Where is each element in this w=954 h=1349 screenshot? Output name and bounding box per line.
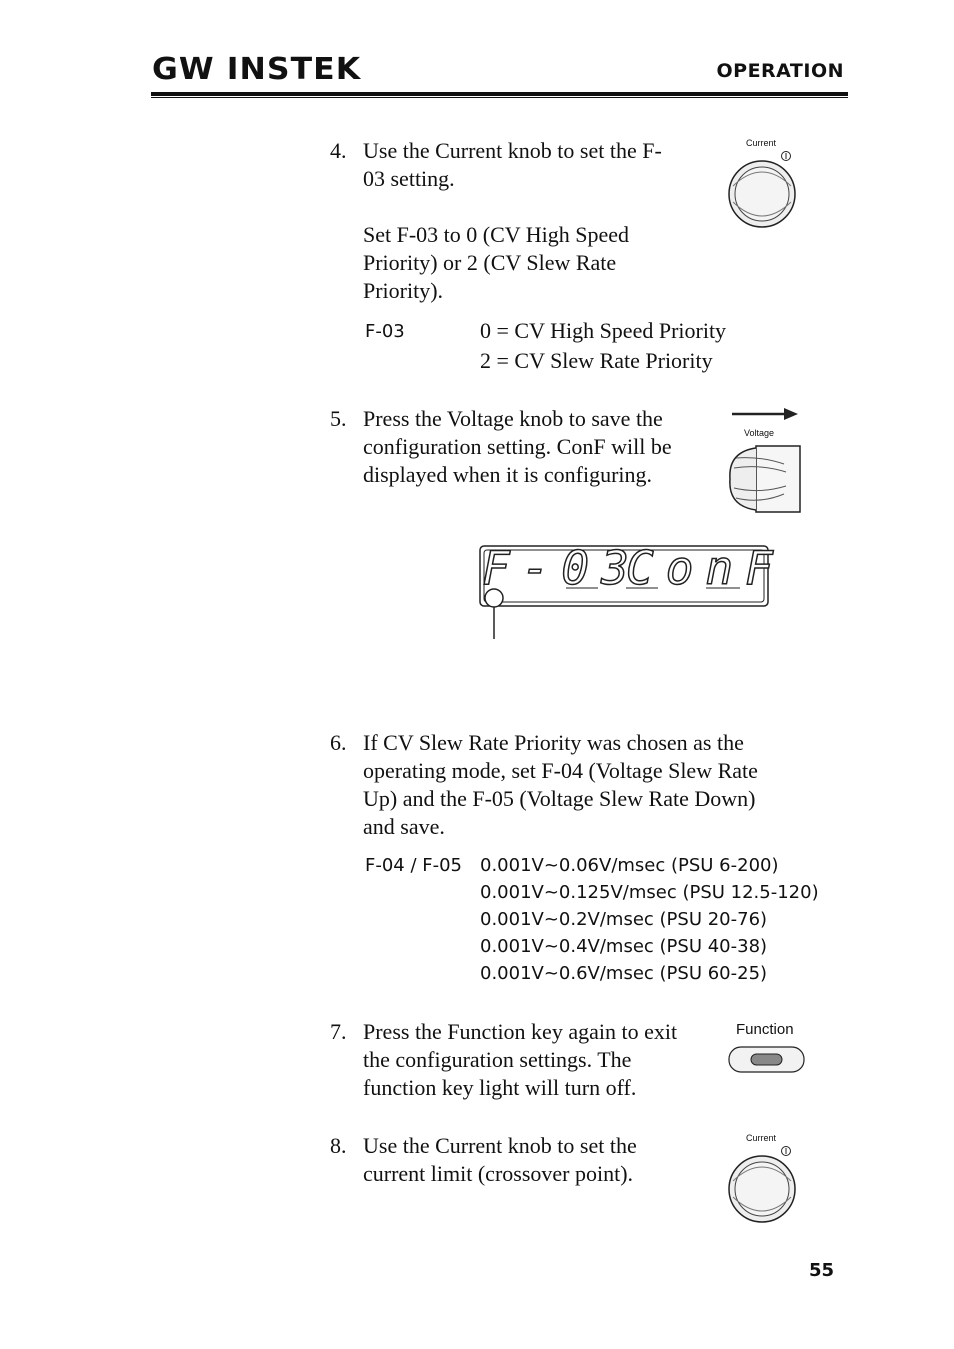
step-number: 5. <box>330 406 347 431</box>
voltage-knob-label: Voltage <box>744 428 775 438</box>
step-5-text: Press the Voltage knob to save the configuration setting. ConF will be displayed when it is configuring. <box>363 406 672 487</box>
step-7-text: Press the Function key again to exit the configuration settings. The function key light will turn off. <box>363 1019 678 1100</box>
f03-values: 0 = CV High Speed Priority 2 = CV Slew Rate Priority <box>480 318 727 373</box>
step-number: 4. <box>330 138 347 163</box>
function-key-label: Function <box>736 1021 794 1038</box>
step-4-detail: Set F-03 to 0 (CV High Speed Priority) or 2 (CV Slew Rate Priority). <box>363 222 630 303</box>
f0405-values: 0.001V~0.06V/msec (PSU 6-200) 0.001V~0.125V/msec (PSU 12.5-120) 0.001V~0.2V/msec (PSU 20-76) 0.001V~0.4V/msec (PSU 40-38) 0.001V~0.6V/msec (PSU 60-25) <box>480 855 819 984</box>
page-number: 55 <box>808 1260 834 1281</box>
current-knob-label: Current <box>746 138 777 148</box>
header-rule <box>151 92 848 96</box>
step-6-text: If CV Slew Rate Priority was chosen as the operating mode, set F-04 (Voltage Slew Rate Up) and the F-05 (Voltage Slew Rate Down) and save. <box>363 730 758 839</box>
current-knob-label: Current <box>746 1133 777 1143</box>
step-4-text: Use the Current knob to set the F- 03 setting. <box>363 138 662 191</box>
arrow-right-icon <box>726 404 806 424</box>
section-title: OPERATION <box>716 60 844 82</box>
voltage-knob-push-icon <box>726 404 806 514</box>
f03-label: F-03 <box>365 321 405 342</box>
step-number: 8. <box>330 1133 347 1158</box>
display-right-text: ConF <box>626 541 785 595</box>
current-knob-icon <box>725 136 805 230</box>
step-number: 6. <box>330 730 347 755</box>
step-number: 7. <box>330 1019 347 1044</box>
seven-segment-display <box>478 541 785 641</box>
gw-instek-logo: GW INSTEK <box>152 52 362 87</box>
display-left-text: F-03 <box>482 541 641 595</box>
step-8-text: Use the Current knob to set the current limit (crossover point). <box>363 1133 637 1186</box>
header-rule-thin <box>151 97 848 98</box>
f0405-label: F-04 / F-05 <box>365 855 463 876</box>
function-key-icon <box>726 1020 808 1076</box>
current-knob-icon <box>725 1131 805 1225</box>
